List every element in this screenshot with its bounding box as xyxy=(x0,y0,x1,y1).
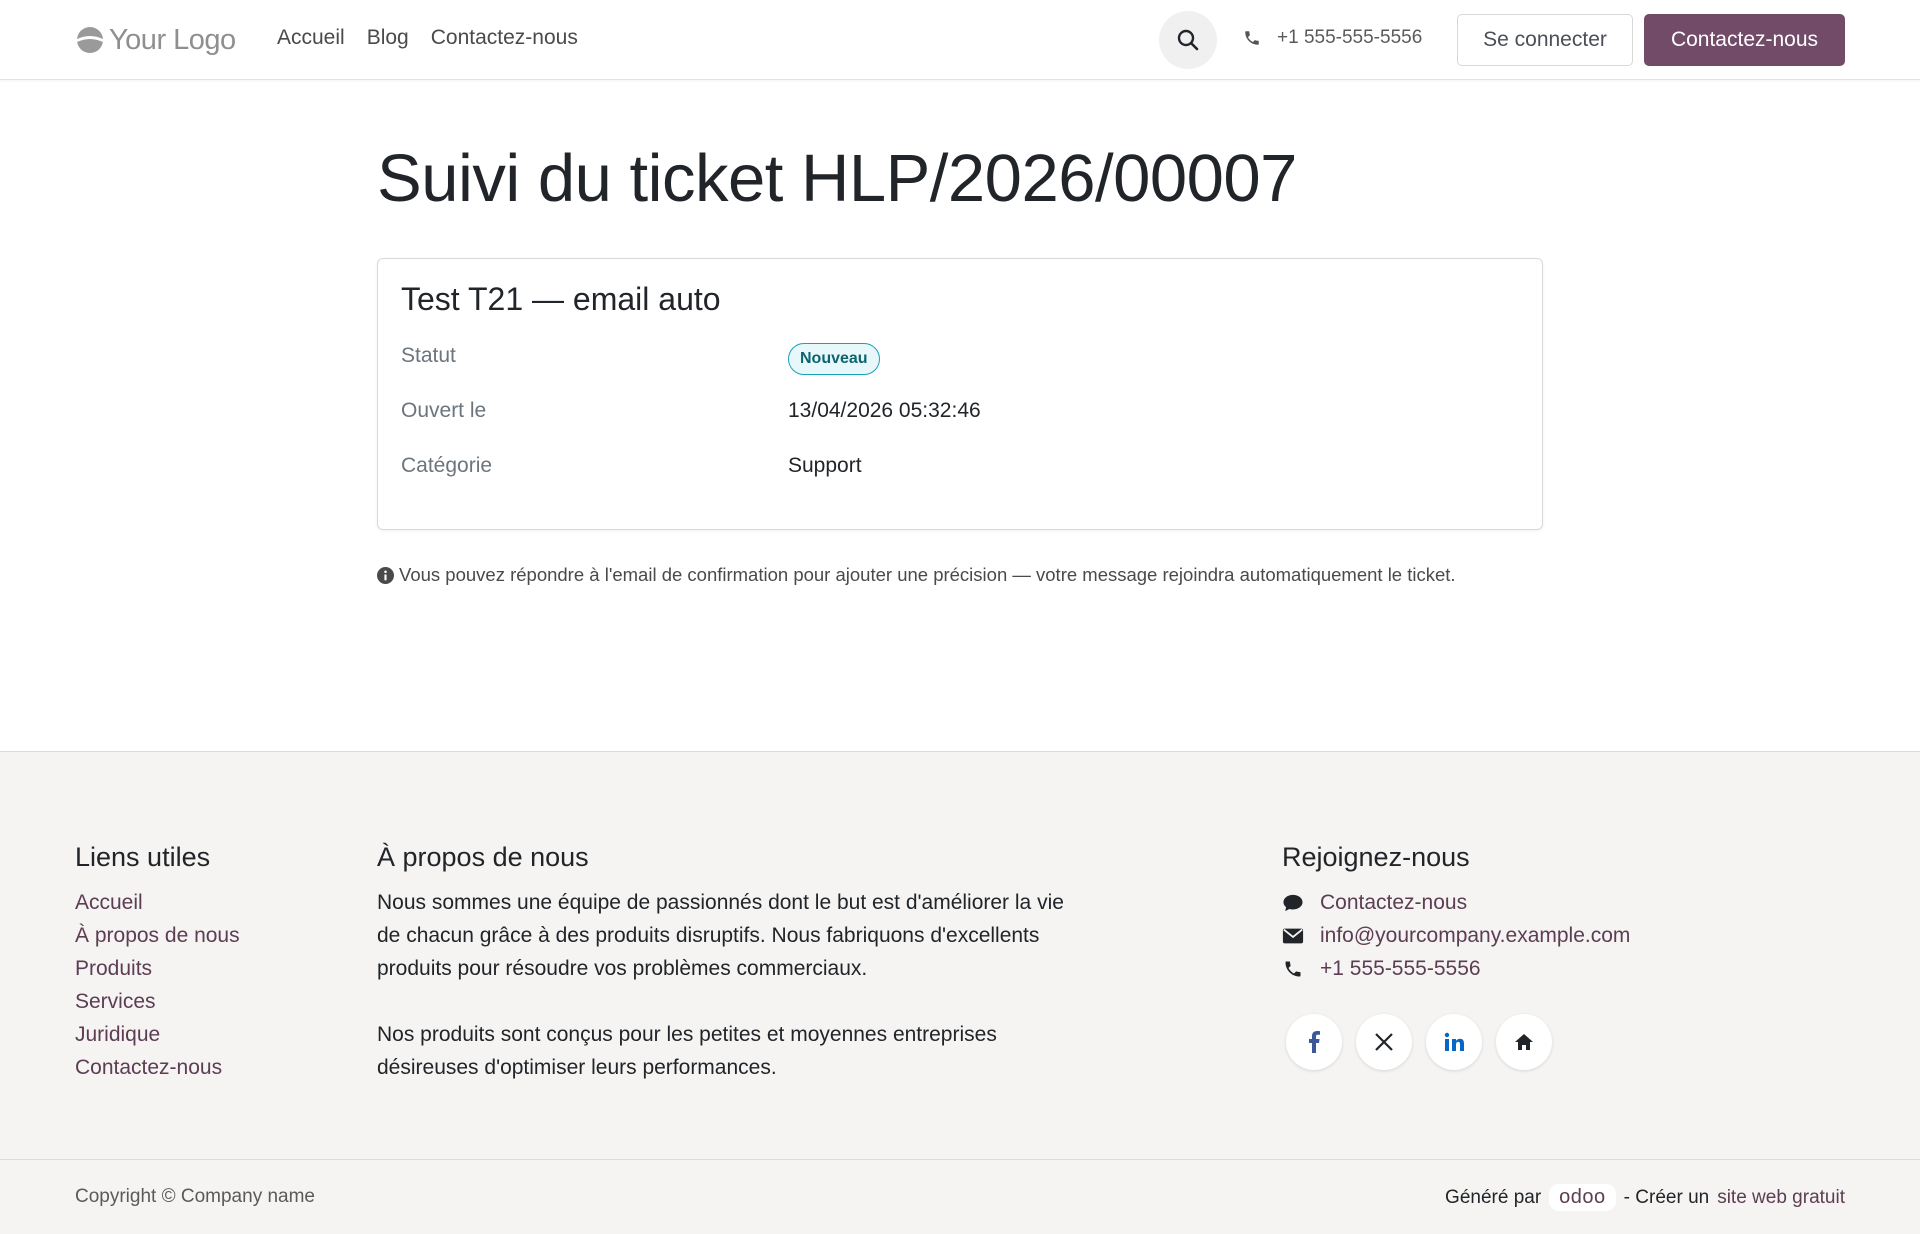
envelope-icon xyxy=(1282,927,1304,945)
logo[interactable] xyxy=(75,22,236,58)
social-links xyxy=(1286,1014,1552,1070)
home-button[interactable] xyxy=(1496,1014,1552,1070)
footer-contact-link-text: Contactez-nous xyxy=(1320,891,1468,914)
x-button[interactable] xyxy=(1356,1014,1412,1070)
footer-about-p1: Nous sommes une équipe de passionnés dont le but est d'améliorer la vie de chacun grâce à des produits disruptifs. Nous fabriquons d'excellents produits pour résoudre vos problèmes commerciaux. xyxy=(377,891,1064,980)
create-prefix: - Créer un xyxy=(1623,1186,1710,1208)
info-icon xyxy=(377,567,394,584)
main-nav xyxy=(277,26,578,50)
footer-link-products[interactable]: Produits xyxy=(75,957,153,980)
opened-value: 13/04/2026 05:32:46 xyxy=(788,399,981,422)
logo-icon xyxy=(75,25,105,55)
footer-link-about[interactable]: À propos de nous xyxy=(75,924,240,947)
footer-links xyxy=(75,886,240,1084)
comment-icon xyxy=(1282,893,1304,913)
login-button[interactable]: Se connecter xyxy=(1457,14,1633,66)
search-icon xyxy=(1176,28,1200,52)
footer-email-link[interactable] xyxy=(1282,919,1630,952)
phone-icon xyxy=(1282,959,1304,979)
footer-phone-link[interactable] xyxy=(1282,952,1630,985)
footer-link-services[interactable]: Services xyxy=(75,990,156,1013)
nav-item-accueil[interactable]: Accueil xyxy=(277,26,345,49)
status-badge: Nouveau xyxy=(788,343,880,375)
powered-by xyxy=(1445,1184,1845,1211)
phone-icon xyxy=(1243,29,1261,47)
powered-by-label: Généré par xyxy=(1445,1186,1542,1208)
header-phone-text: +1 555-555-5556 xyxy=(1277,27,1423,48)
copyright-bar xyxy=(0,1159,1920,1234)
ticket-subject: Test T21 — email auto xyxy=(401,281,721,317)
footer-contact xyxy=(1282,886,1630,985)
footer-contact-link[interactable] xyxy=(1282,886,1630,919)
facebook-icon xyxy=(1308,1031,1320,1053)
header-phone[interactable] xyxy=(1243,27,1422,49)
nav-item-blog[interactable]: Blog xyxy=(366,26,409,49)
footer-link-contact[interactable]: Contactez-nous xyxy=(75,1056,223,1079)
footer-about-title: À propos de nous xyxy=(377,842,589,872)
footer-links-title: Liens utiles xyxy=(75,842,211,872)
home-icon xyxy=(1514,1033,1534,1051)
footer-phone-text: +1 555-555-5556 xyxy=(1320,957,1481,980)
linkedin-icon xyxy=(1444,1032,1464,1052)
nav-item-contact[interactable]: Contactez-nous xyxy=(430,26,578,49)
category-label: Catégorie xyxy=(401,454,493,477)
info-note-text: Vous pouvez répondre à l'email de confirmation pour ajouter une précision — votre message rejoindra automatiquement le ticket. xyxy=(399,564,1456,585)
footer-about-text xyxy=(377,886,1077,1084)
create-website-link[interactable]: site web gratuit xyxy=(1717,1186,1845,1208)
copyright-text: Copyright © Company name xyxy=(75,1186,315,1207)
site-header xyxy=(0,0,1920,80)
opened-label: Ouvert le xyxy=(401,399,487,422)
status-label: Statut xyxy=(401,344,456,367)
category-value: Support xyxy=(788,454,862,477)
footer-join-title: Rejoignez-nous xyxy=(1282,842,1470,872)
footer-link-legal[interactable]: Juridique xyxy=(75,1023,161,1046)
x-icon xyxy=(1374,1032,1394,1052)
footer-link-accueil[interactable]: Accueil xyxy=(75,891,143,914)
logo-text: Your Logo xyxy=(109,23,236,56)
info-note xyxy=(377,564,1456,586)
odoo-logo[interactable]: odoo xyxy=(1549,1184,1616,1211)
facebook-button[interactable] xyxy=(1286,1014,1342,1070)
ticket-card xyxy=(377,258,1543,530)
search-button[interactable] xyxy=(1159,11,1217,69)
footer-about-p2: Nos produits sont conçus pour les petites et moyennes entreprises désireuses d'optimiser leurs performances. xyxy=(377,1023,997,1079)
footer-email-text: info@yourcompany.example.com xyxy=(1320,924,1631,947)
contact-button[interactable]: Contactez-nous xyxy=(1644,14,1845,66)
site-footer xyxy=(0,751,1920,1159)
linkedin-button[interactable] xyxy=(1426,1014,1482,1070)
page-title: Suivi du ticket HLP/2026/00007 xyxy=(377,141,1297,216)
